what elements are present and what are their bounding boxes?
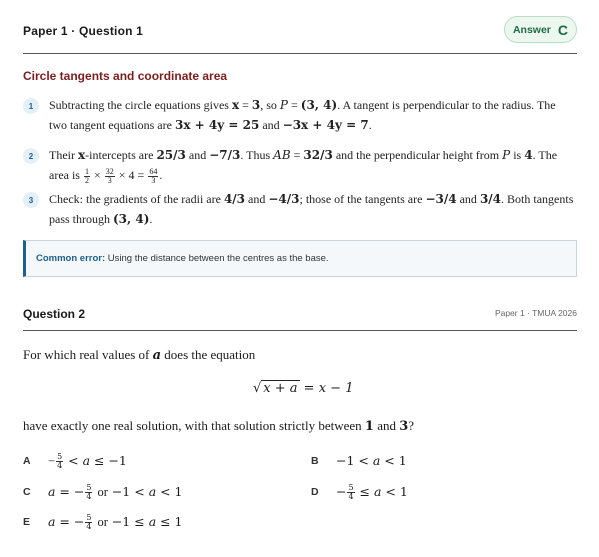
common-error-callout	[23, 240, 577, 277]
step-text: Their x-intercepts are 25/3 and −7/3. Thus AB = 32/3 and the perpendicular height from P is 4. The area is $\frac{1}{2}$ × $\frac{32}{3}$ × 4 = $\frac{64}{3}$ .	[49, 148, 558, 185]
option-letter: B	[311, 455, 319, 467]
answer-badge[interactable]	[504, 16, 577, 43]
option-letter: D	[311, 486, 319, 498]
option-letter: C	[23, 486, 31, 498]
solution-step	[23, 189, 575, 229]
option-text: a = − $\frac{5}{4}$ or −1 < a < 1	[48, 483, 183, 501]
question-2-divider	[23, 330, 577, 331]
step-number-badge: 3	[23, 192, 39, 208]
question-2-header	[23, 307, 577, 331]
option-text: a = − $\frac{5}{4}$ or −1 ≤ a ≤ 1	[48, 513, 183, 531]
option-letter: A	[23, 455, 31, 467]
question-2-meta: Paper 1 · TMUA 2026	[494, 308, 577, 318]
solution-step	[23, 95, 575, 135]
question-2-prompt: For which real values of a does the equation	[23, 347, 256, 363]
common-error-label: Common error:	[36, 253, 106, 264]
question-title: Paper 1 · Question 1	[23, 24, 144, 38]
common-error-text: Using the distance between the centres as the base.	[107, 253, 329, 264]
step-number-badge: 1	[23, 98, 39, 114]
solution-step	[23, 145, 575, 185]
question-2-title: Question 2	[23, 307, 86, 321]
solution-title: Circle tangents and coordinate area	[23, 69, 228, 83]
option-letter: E	[23, 516, 31, 528]
answer-label: Answer	[512, 23, 551, 36]
question-2-equation: √ x + a = x − 1	[253, 381, 354, 396]
step-text: Check: the gradients of the radii are 4/3 and −4/3; those of the tangents are −3/4 and 3/4. Both tangents pass through (3, 4).	[49, 192, 574, 226]
answer-value: C	[557, 21, 569, 38]
question-header	[23, 0, 577, 54]
step-text: Subtracting the circle equations gives x = 3, so P = (3, 4). A tangent is perpendicular to the radius. The two tangent equations are 3x + 4y = 25 and −3x + 4y = 7.	[49, 98, 556, 132]
option-text: − $\frac{5}{4}$ < a ≤ −1	[48, 452, 127, 470]
option-text: − $\frac{5}{4}$ ≤ a < 1	[336, 483, 408, 501]
step-number-badge: 2	[23, 148, 39, 164]
question-2-condition: have exactly one real solution, with that solution strictly between 1 and 3?	[23, 418, 415, 434]
header-divider	[23, 53, 577, 54]
option-text: −1 < a < 1	[336, 453, 407, 468]
